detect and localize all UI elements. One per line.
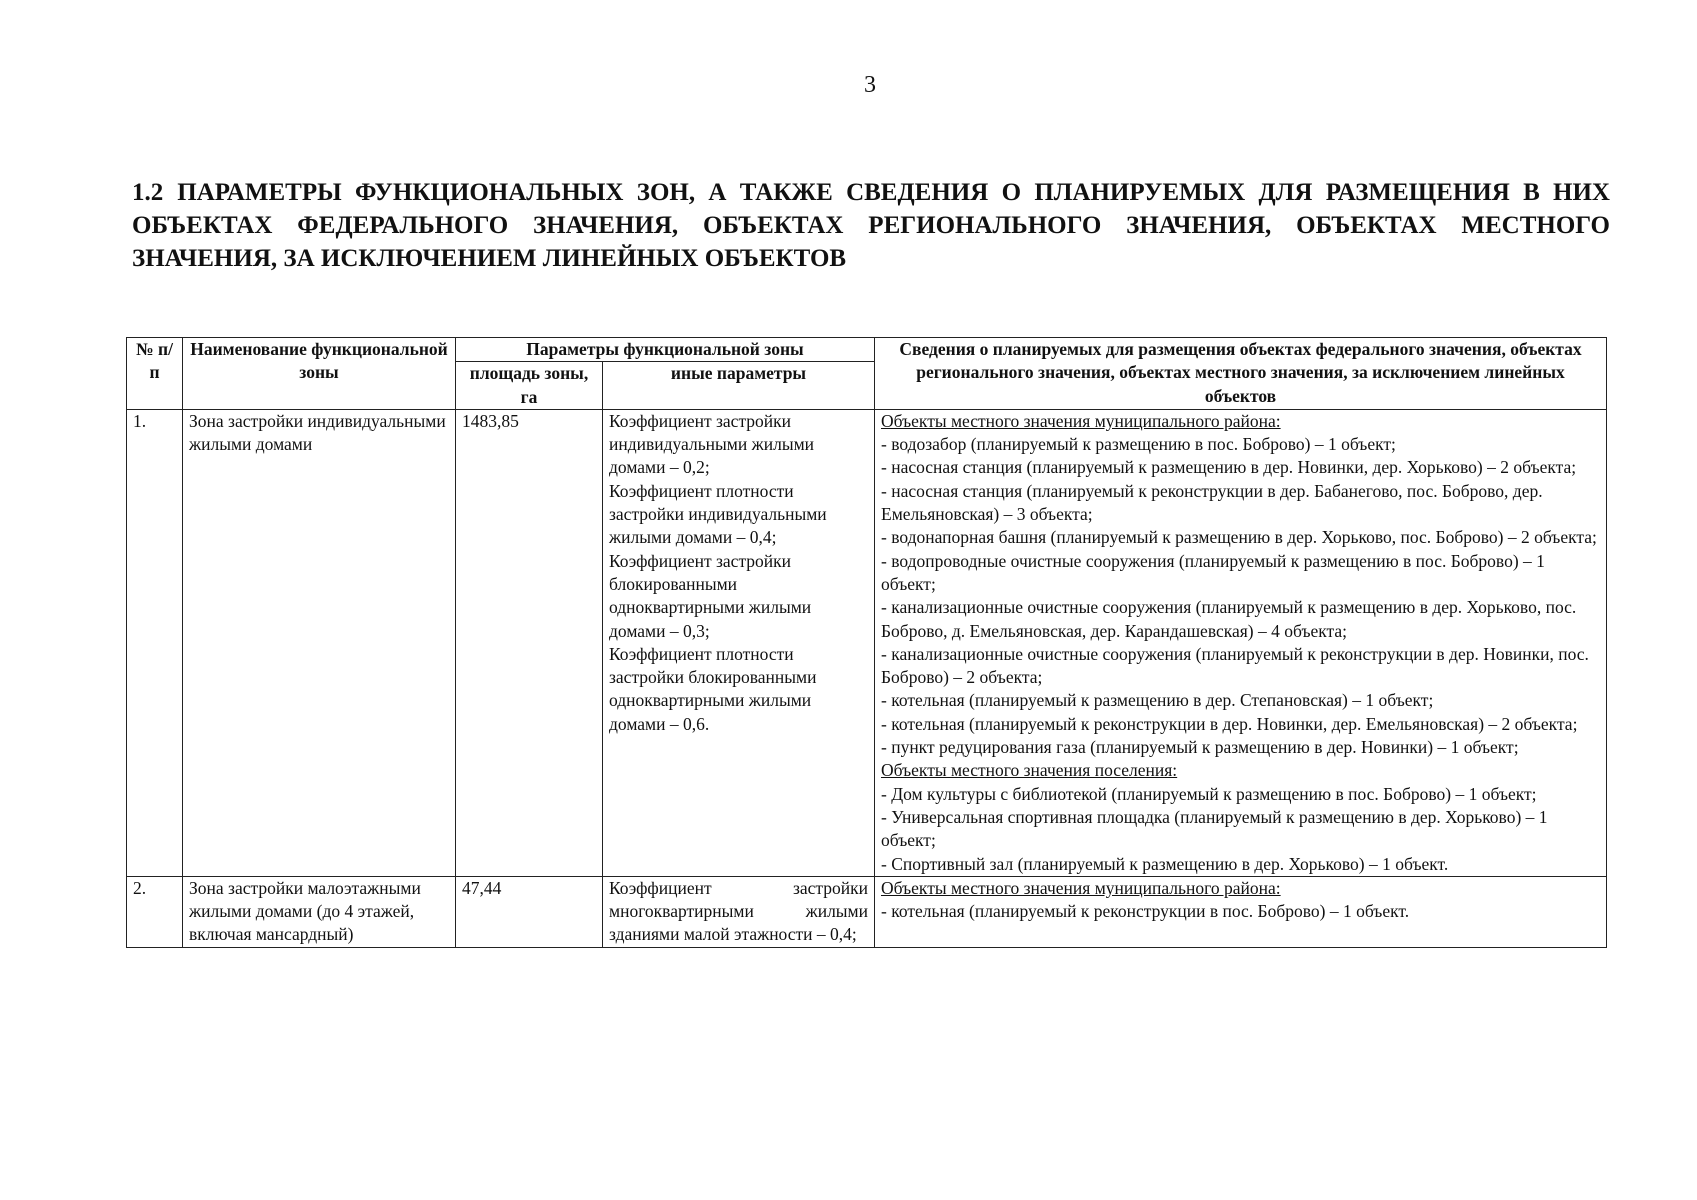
section-number: 1.2 [132, 179, 164, 206]
header-zone-parameters: Параметры функциональной зоны [456, 338, 875, 362]
row-num: 1. [127, 409, 183, 876]
row-num: 2. [127, 876, 183, 947]
zone-other-parameters [603, 876, 875, 947]
zone-other-parameters [603, 409, 875, 876]
object-item: - пункт редуцирования газа (планируемый к размещению в дер. Новинки) – 1 объект; [881, 737, 1519, 758]
zone-area: 1483,85 [456, 409, 603, 876]
section-heading [132, 176, 1610, 275]
header-other-parameters: иные параметры [603, 362, 875, 410]
table-row [127, 409, 1607, 876]
functional-zones-table [126, 337, 1607, 948]
planned-objects [875, 409, 1607, 876]
object-item: - Спортивный зал (планируемый к размещению в дер. Хорьково) – 1 объект. [881, 853, 1449, 874]
zone-name: Зона застройки индивидуальными жилыми домами [183, 409, 456, 876]
header-planned-objects: Сведения о планируемых для размещения объектах федерального значения, объектах регионального значения, объектах местного значения, за исключением линейных объектов [875, 338, 1607, 410]
objects-group-heading: Объекты местного значения поселения: [881, 760, 1178, 781]
parameter-line: Коэффициент застройки многоквартирными жилыми зданиями малой этажности – 0,4; [609, 877, 868, 945]
object-item: - водопроводные очистные сооружения (планируемый к размещению в пос. Боброво) – 1 объект; [881, 550, 1545, 594]
object-item: - котельная (планируемый к реконструкции в пос. Боброво) – 1 объект. [881, 901, 1410, 922]
header-num: № п/п [127, 338, 183, 410]
object-item: - водонапорная башня (планируемый к размещению в дер. Хорьково, пос. Боброво) – 2 объекта; [881, 527, 1597, 548]
table-header-row [127, 338, 1607, 362]
planned-objects [875, 876, 1607, 947]
objects-group-heading: Объекты местного значения муниципального района: [881, 410, 1281, 431]
table-body [127, 409, 1607, 947]
zone-area: 47,44 [456, 876, 603, 947]
header-zone-name: Наименование функциональной зоны [183, 338, 456, 410]
object-item: - канализационные очистные сооружения (планируемый к размещению в дер. Хорьково, пос. Боброво, д. Емельяновская, дер. Карандашевская) – 4 объекта; [881, 597, 1577, 641]
objects-group-heading: Объекты местного значения муниципального района: [881, 877, 1281, 898]
parameter-line: Коэффициент застройки блокированными одноквартирными жилыми домами – 0,3; [609, 550, 812, 641]
object-item: - канализационные очистные сооружения (планируемый к реконструкции в дер. Новинки, пос. Боброво) – 2 объекта; [881, 643, 1589, 688]
header-area: площадь зоны, га [456, 362, 603, 410]
object-item: - водозабор (планируемый к размещению в пос. Боброво) – 1 объект; [881, 434, 1396, 455]
parameter-line: Коэффициент застройки индивидуальными жилыми домами – 0,2; [609, 410, 815, 478]
object-item: - Дом культуры с библиотекой (планируемый к размещению в пос. Боброво) – 1 объект; [881, 783, 1537, 804]
zone-name: Зона застройки малоэтажными жилыми домами (до 4 этажей, включая мансардный) [183, 876, 456, 947]
page-number: 3 [864, 72, 876, 98]
object-item: - котельная (планируемый к реконструкции в дер. Новинки, дер. Емельяновская) – 2 объекта; [881, 713, 1578, 734]
section-title: ПАРАМЕТРЫ ФУНКЦИОНАЛЬНЫХ ЗОН, А ТАКЖЕ СВЕДЕНИЯ О ПЛАНИРУЕМЫХ ДЛЯ РАЗМЕЩЕНИЯ В НИХ ОБЪЕКТАХ ФЕДЕРАЛЬНОГО ЗНАЧЕНИЯ, ОБЪЕКТАХ РЕГИОНАЛЬНОГО ЗНАЧЕНИЯ, ОБЪЕКТАХ МЕСТНОГО ЗНАЧЕНИЯ, ЗА ИСКЛЮЧЕНИЕМ ЛИНЕЙНЫХ ОБЪЕКТОВ [132, 179, 1610, 272]
object-item: - Универсальная спортивная площадка (планируемый к размещению в дер. Хорьково) – 1 объект; [881, 806, 1548, 851]
table-row [127, 876, 1607, 947]
object-item: - насосная станция (планируемый к размещению в дер. Новинки, дер. Хорьково) – 2 объекта; [881, 457, 1577, 478]
object-item: - котельная (планируемый к размещению в дер. Степановская) – 1 объект; [881, 690, 1434, 711]
parameter-line: Коэффициент плотности застройки индивидуальными жилыми домами – 0,4; [609, 480, 827, 548]
parameter-line: Коэффициент плотности застройки блокированными одноквартирными жилыми домами – 0,6. [609, 643, 817, 734]
object-item: - насосная станция (планируемый к реконструкции в дер. Бабанегово, пос. Боброво, дер. Емельяновская) – 3 объекта; [881, 480, 1543, 525]
